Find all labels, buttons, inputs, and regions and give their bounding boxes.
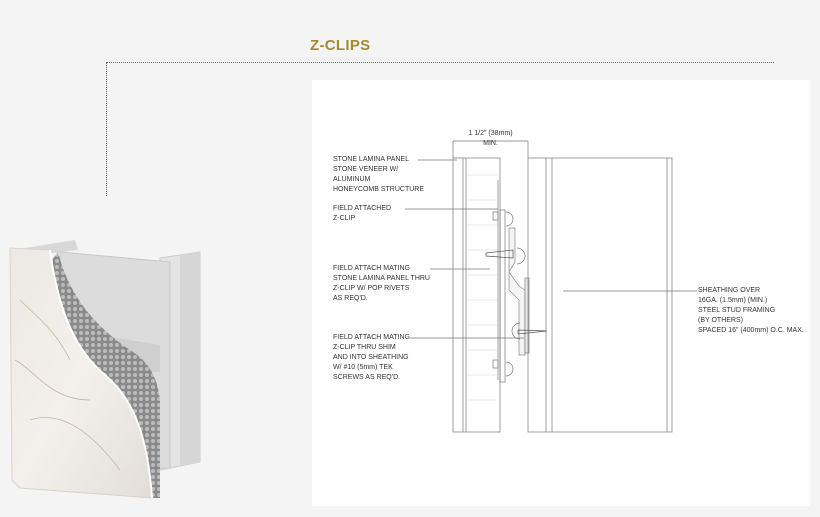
callout-line: HONEYCOMB STRUCTURE	[333, 186, 425, 193]
callout-stone-lamina-panel	[333, 155, 424, 195]
callout-line: SCREWS AS REQ'D.	[333, 374, 401, 381]
callout-line: W/ #10 (5mm) TEK	[333, 364, 393, 371]
callout-line: AND INTO SHEATHING	[333, 354, 409, 361]
callout-line: SPACED 16" (400mm) O.C. MAX.	[698, 327, 804, 334]
callout-pop-rivets	[333, 264, 430, 304]
callout-line: FIELD ATTACHED	[333, 205, 392, 212]
dimension-note: MIN.	[483, 140, 498, 147]
callout-line: Z-CLIP THRU SHIM	[333, 344, 396, 351]
dimension-label	[453, 129, 528, 149]
callout-line: SHEATHING OVER	[698, 287, 761, 294]
dimension-value: 1 1/2" (38mm)	[468, 130, 513, 137]
callout-line: FIELD ATTACH MATING	[333, 334, 411, 341]
callout-line: STONE VENEER W/	[333, 166, 399, 173]
callout-line: 16GA. (1.5mm) (MIN.)	[698, 297, 768, 304]
callout-field-attached-z-clip	[333, 204, 391, 224]
callout-line: Z-CLIP	[333, 215, 356, 222]
callout-line: ALUMINUM	[333, 176, 371, 183]
callout-line: STONE LAMINA PANEL	[333, 156, 409, 163]
callout-line: (BY OTHERS)	[698, 317, 743, 324]
callout-tek-screws	[333, 333, 410, 383]
callout-line: STONE LAMINA PANEL THRU	[333, 275, 430, 282]
callout-line: FIELD ATTACH MATING	[333, 265, 411, 272]
callout-line: Z-CLIP W/ POP RIVETS	[333, 285, 410, 292]
callout-sheathing	[698, 286, 804, 336]
callout-line: AS REQ'D.	[333, 295, 368, 302]
section-title: Z-CLIPS	[310, 37, 371, 54]
callout-line: STEEL STUD FRAMING	[698, 307, 776, 314]
